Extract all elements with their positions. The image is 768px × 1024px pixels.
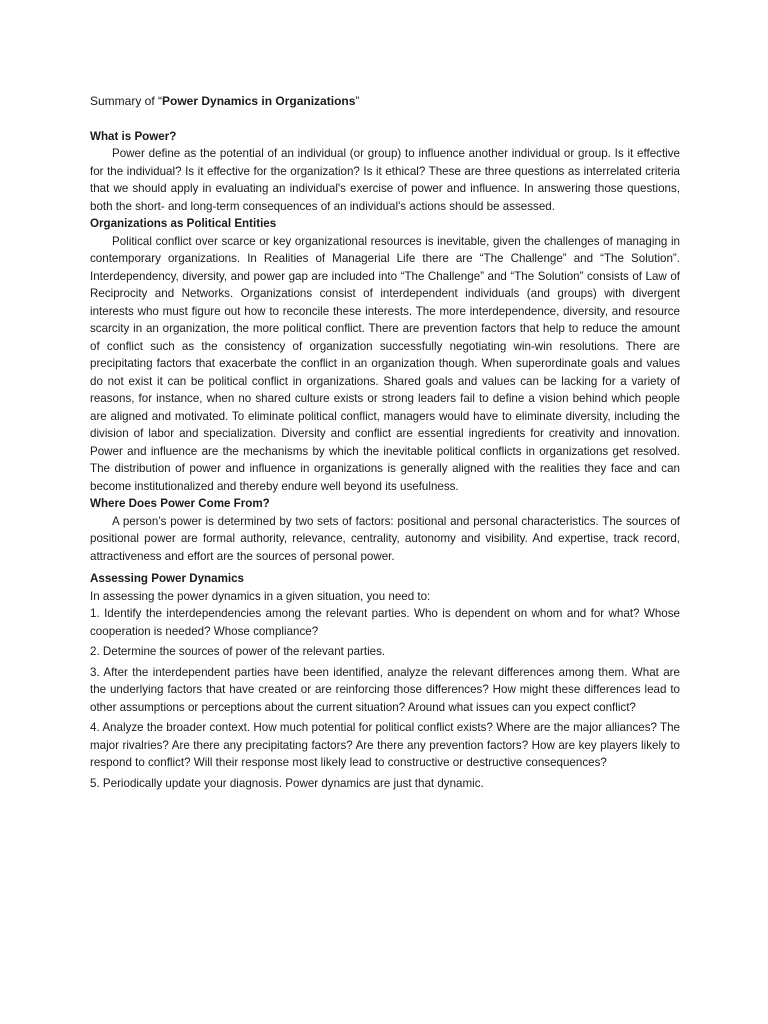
title-bold: Power Dynamics in Organizations bbox=[162, 94, 356, 108]
section-body-political: Political conflict over scarce or key organizational resources is inevitable, given the challenges of managing in contemporary organizations. In Realities of Managerial Life there are “The Challenge” and “The Solution”. Interdependency, diversity, and power gap are included into “The Challenge” and “The Solution” consists of Law of Reciprocity and Networks. Organizations consist of interdependent individuals (and groups) with divergent interests who must figure out how to reconcile these interests. The more interdependence, diversity, and resource scarcity in an organization, the more political conflict. There are prevention factors that help to reduce the amount of conflict such as the consistency of organization successfully negotiating win-win resolutions. There are precipitating factors that exacerbate the conflict in an organization though. When superordinate goals and values do not exist it can be political conflict in organizations. Shared goals and values can be lacking for a variety of reasons, for instance, when no shared culture exists or strong leaders fail to define a vision behind which people are aligned and motivated. To eliminate political conflict, managers would have to eliminate diversity, including the division of labor and specialization. Diversity and conflict are essential ingredients for creativity and innovation. Power and influence are the mechanisms by which the inevitable political conflicts in organizations get resolved. The distribution of power and influence in organizations is generally aligned with the realities they face and can become institutionalized and thereby endure well beyond its usefulness. bbox=[90, 234, 680, 493]
section-heading-assess: Assessing Power Dynamics bbox=[90, 572, 245, 585]
assessment-steps-list bbox=[90, 605, 680, 792]
section-heading-power: What is Power? bbox=[90, 129, 177, 143]
list-item: 5. Periodically update your diagnosis. Power dynamics are just that dynamic. bbox=[90, 776, 484, 790]
document-page bbox=[90, 93, 680, 795]
list-item: 1. Identify the interdependencies among the relevant parties. Who is dependent on whom and for what? Whose cooperation is needed? Whose compliance? bbox=[90, 607, 680, 638]
section-heading-source: Where Does Power Come From? bbox=[90, 497, 270, 510]
document-title bbox=[90, 93, 680, 111]
section-heading-political: Organizations as Political Entities bbox=[90, 217, 277, 230]
section-body-power: Power define as the potential of an individual (or group) to influence another individual or group. Is it effective for the individual? Is it effective for the organization? Is it ethical? These are three questions as interrelated criteria that we should apply in evaluating an individual's exercise of power and influence. In answering those questions, both the short- and long-term consequences of an individual's actions should be assessed. bbox=[90, 147, 680, 213]
list-item: 2. Determine the sources of power of the relevant parties. bbox=[90, 645, 386, 658]
list-item: 3. After the interdependent parties have been identified, analyze the relevant differences among them. What are the underlying factors that have created or are reinforcing those differences? How might these differences lead to other assumptions or perceptions about the current situation? Around what issues can you expect conflict? bbox=[90, 665, 680, 714]
section-body-source: A person’s power is determined by two sets of factors: positional and personal characteristics. The sources of positional power are formal authority, relevance, centrality, autonomy and visibility. And expertise, track record, attractiveness and effort are the sources of personal power. bbox=[90, 514, 680, 563]
list-item: 4. Analyze the broader context. How much potential for political conflict exists? Where are the major alliances? The major rivalries? Are there any precipitating factors? Are there any prevention factors? How are key players likely to respond to conflict? Will their response most likely lead to constructive or destructive consequences? bbox=[90, 721, 680, 769]
section-intro-assess: In assessing the power dynamics in a given situation, you need to: bbox=[90, 589, 431, 603]
title-suffix: ” bbox=[355, 94, 360, 108]
title-prefix: Summary of “ bbox=[90, 94, 163, 108]
